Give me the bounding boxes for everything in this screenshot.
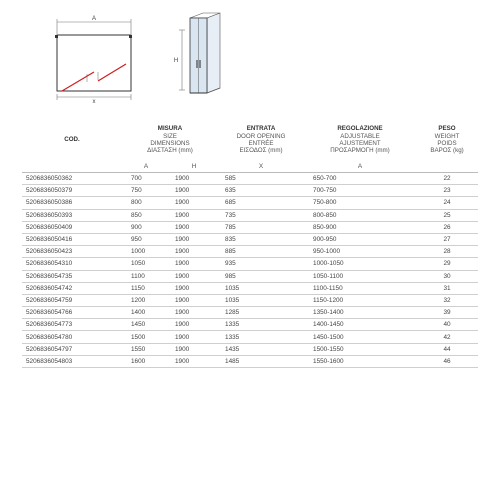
door-swing-right (98, 64, 126, 81)
cell-a: 1150 (122, 282, 170, 294)
cell-h: 1900 (170, 246, 218, 258)
cell-cod: 5206836050386 (22, 197, 122, 209)
cell-peso: 46 (416, 355, 478, 367)
cell-cod: 5206836050393 (22, 209, 122, 221)
cell-h: 1900 (170, 209, 218, 221)
header-cod: COD. (64, 136, 80, 144)
cell-peso: 26 (416, 221, 478, 233)
header-misura: MISURA SIZE DIMENSIONS ΔΙΑΣΤΑΣΗ (mm) (147, 125, 193, 155)
cell-a: 750 (122, 185, 170, 197)
cell-x: 1285 (218, 307, 304, 319)
cell-a: 1050 (122, 258, 170, 270)
cell-reg: 950-1000 (304, 246, 416, 258)
cell-h: 1900 (170, 197, 218, 209)
shower-enclosure-outline (57, 35, 131, 91)
cell-reg: 700-750 (304, 185, 416, 197)
subheader-reg: A (304, 162, 416, 173)
table-row (22, 209, 478, 221)
cell-reg: 850-900 (304, 221, 416, 233)
cell-x: 1035 (218, 294, 304, 306)
header-entrata: ENTRATA DOOR OPENING ENTRÉE ΕΙΣΟΔΟΣ (mm) (236, 125, 286, 155)
cell-reg: 800-850 (304, 209, 416, 221)
cell-x: 1335 (218, 319, 304, 331)
specifications-table (22, 118, 478, 368)
table-row (22, 307, 478, 319)
cell-peso: 40 (416, 319, 478, 331)
table-row (22, 294, 478, 306)
cell-a: 1550 (122, 343, 170, 355)
cell-reg: 1450-1500 (304, 331, 416, 343)
cell-a: 1000 (122, 246, 170, 258)
cell-reg: 1500-1550 (304, 343, 416, 355)
table-row (22, 173, 478, 185)
table-row (22, 197, 478, 209)
cell-a: 1500 (122, 331, 170, 343)
cell-a: 950 (122, 233, 170, 245)
cell-peso: 29 (416, 258, 478, 270)
cell-x: 585 (218, 173, 304, 185)
cell-cod: 5206836054797 (22, 343, 122, 355)
table-row (22, 246, 478, 258)
cell-x: 1335 (218, 331, 304, 343)
cell-x: 685 (218, 197, 304, 209)
cell-h: 1900 (170, 185, 218, 197)
cell-peso: 42 (416, 331, 478, 343)
cell-reg: 1350-1400 (304, 307, 416, 319)
cell-cod: 5206836050423 (22, 246, 122, 258)
subheader-x: X (218, 162, 304, 173)
cell-x: 1485 (218, 355, 304, 367)
cell-cod: 5206836054780 (22, 331, 122, 343)
cell-peso: 23 (416, 185, 478, 197)
cell-peso: 44 (416, 343, 478, 355)
cell-reg: 1000-1050 (304, 258, 416, 270)
cell-h: 1900 (170, 258, 218, 270)
cell-x: 885 (218, 246, 304, 258)
technical-diagrams (0, 0, 500, 112)
cell-cod: 5206836054742 (22, 282, 122, 294)
table-row (22, 258, 478, 270)
cell-peso: 27 (416, 233, 478, 245)
cell-cod: 5206836054803 (22, 355, 122, 367)
header-regolazione: REGOLAZIONE ADJUSTABLE AJUSTEMENT ΠΡΟΣΑΡΜΟΓΗ (mm) (330, 125, 390, 155)
cell-h: 1900 (170, 173, 218, 185)
table-row (22, 185, 478, 197)
cell-reg: 650-700 (304, 173, 416, 185)
cell-a: 1450 (122, 319, 170, 331)
cell-x: 1435 (218, 343, 304, 355)
cell-h: 1900 (170, 282, 218, 294)
subheader-h: H (170, 162, 218, 173)
table-row (22, 233, 478, 245)
table-row (22, 355, 478, 367)
cell-cod: 5206836050379 (22, 185, 122, 197)
cell-a: 1200 (122, 294, 170, 306)
cell-cod: 5206836054735 (22, 270, 122, 282)
table-row (22, 331, 478, 343)
header-peso: PESO WEIGHT POIDS ΒΑΡΟΣ (kg) (430, 125, 464, 155)
cell-h: 1900 (170, 221, 218, 233)
cell-a: 850 (122, 209, 170, 221)
cell-cod: 5206836050409 (22, 221, 122, 233)
cell-reg: 1150-1200 (304, 294, 416, 306)
cell-h: 1900 (170, 355, 218, 367)
cell-h: 1900 (170, 307, 218, 319)
cell-peso: 39 (416, 307, 478, 319)
height-label: H (173, 58, 179, 64)
table-body (22, 173, 478, 368)
cell-reg: 750-800 (304, 197, 416, 209)
table-row (22, 221, 478, 233)
cell-x: 785 (218, 221, 304, 233)
cell-cod: 5206836050416 (22, 233, 122, 245)
cell-peso: 28 (416, 246, 478, 258)
width-label: A (91, 16, 97, 22)
cell-x: 735 (218, 209, 304, 221)
cell-peso: 24 (416, 197, 478, 209)
cell-h: 1900 (170, 331, 218, 343)
cell-h: 1900 (170, 233, 218, 245)
elevation-3d-diagram (174, 13, 220, 93)
cell-peso: 25 (416, 209, 478, 221)
cell-peso: 31 (416, 282, 478, 294)
cell-peso: 22 (416, 173, 478, 185)
table-row (22, 270, 478, 282)
cell-h: 1900 (170, 294, 218, 306)
cell-x: 1035 (218, 282, 304, 294)
cell-reg: 1400-1450 (304, 319, 416, 331)
cell-a: 900 (122, 221, 170, 233)
subheader-peso (416, 162, 478, 173)
door-swing-left (62, 72, 94, 91)
cell-cod: 5206836054310 (22, 258, 122, 270)
subheader-cod (22, 162, 122, 173)
cell-a: 1400 (122, 307, 170, 319)
cell-h: 1900 (170, 319, 218, 331)
cell-reg: 1100-1150 (304, 282, 416, 294)
cell-x: 635 (218, 185, 304, 197)
cell-x: 835 (218, 233, 304, 245)
cell-peso: 30 (416, 270, 478, 282)
cell-peso: 32 (416, 294, 478, 306)
cell-h: 1900 (170, 270, 218, 282)
cell-cod: 5206836054766 (22, 307, 122, 319)
table-row (22, 282, 478, 294)
cell-cod: 5206836050362 (22, 173, 122, 185)
cell-h: 1900 (170, 343, 218, 355)
side-wall-panel (207, 13, 220, 93)
cell-x: 935 (218, 258, 304, 270)
cell-a: 700 (122, 173, 170, 185)
cell-a: 800 (122, 197, 170, 209)
cell-reg: 1050-1100 (304, 270, 416, 282)
cell-a: 1600 (122, 355, 170, 367)
plan-view-diagram (55, 16, 132, 105)
bottom-label: x (92, 99, 96, 105)
cell-cod: 5206836054773 (22, 319, 122, 331)
table-row (22, 343, 478, 355)
cell-reg: 900-950 (304, 233, 416, 245)
cell-cod: 5206836054759 (22, 294, 122, 306)
cell-a: 1100 (122, 270, 170, 282)
cell-x: 985 (218, 270, 304, 282)
cell-reg: 1550-1600 (304, 355, 416, 367)
subheader-a: A (122, 162, 170, 173)
table-row (22, 319, 478, 331)
